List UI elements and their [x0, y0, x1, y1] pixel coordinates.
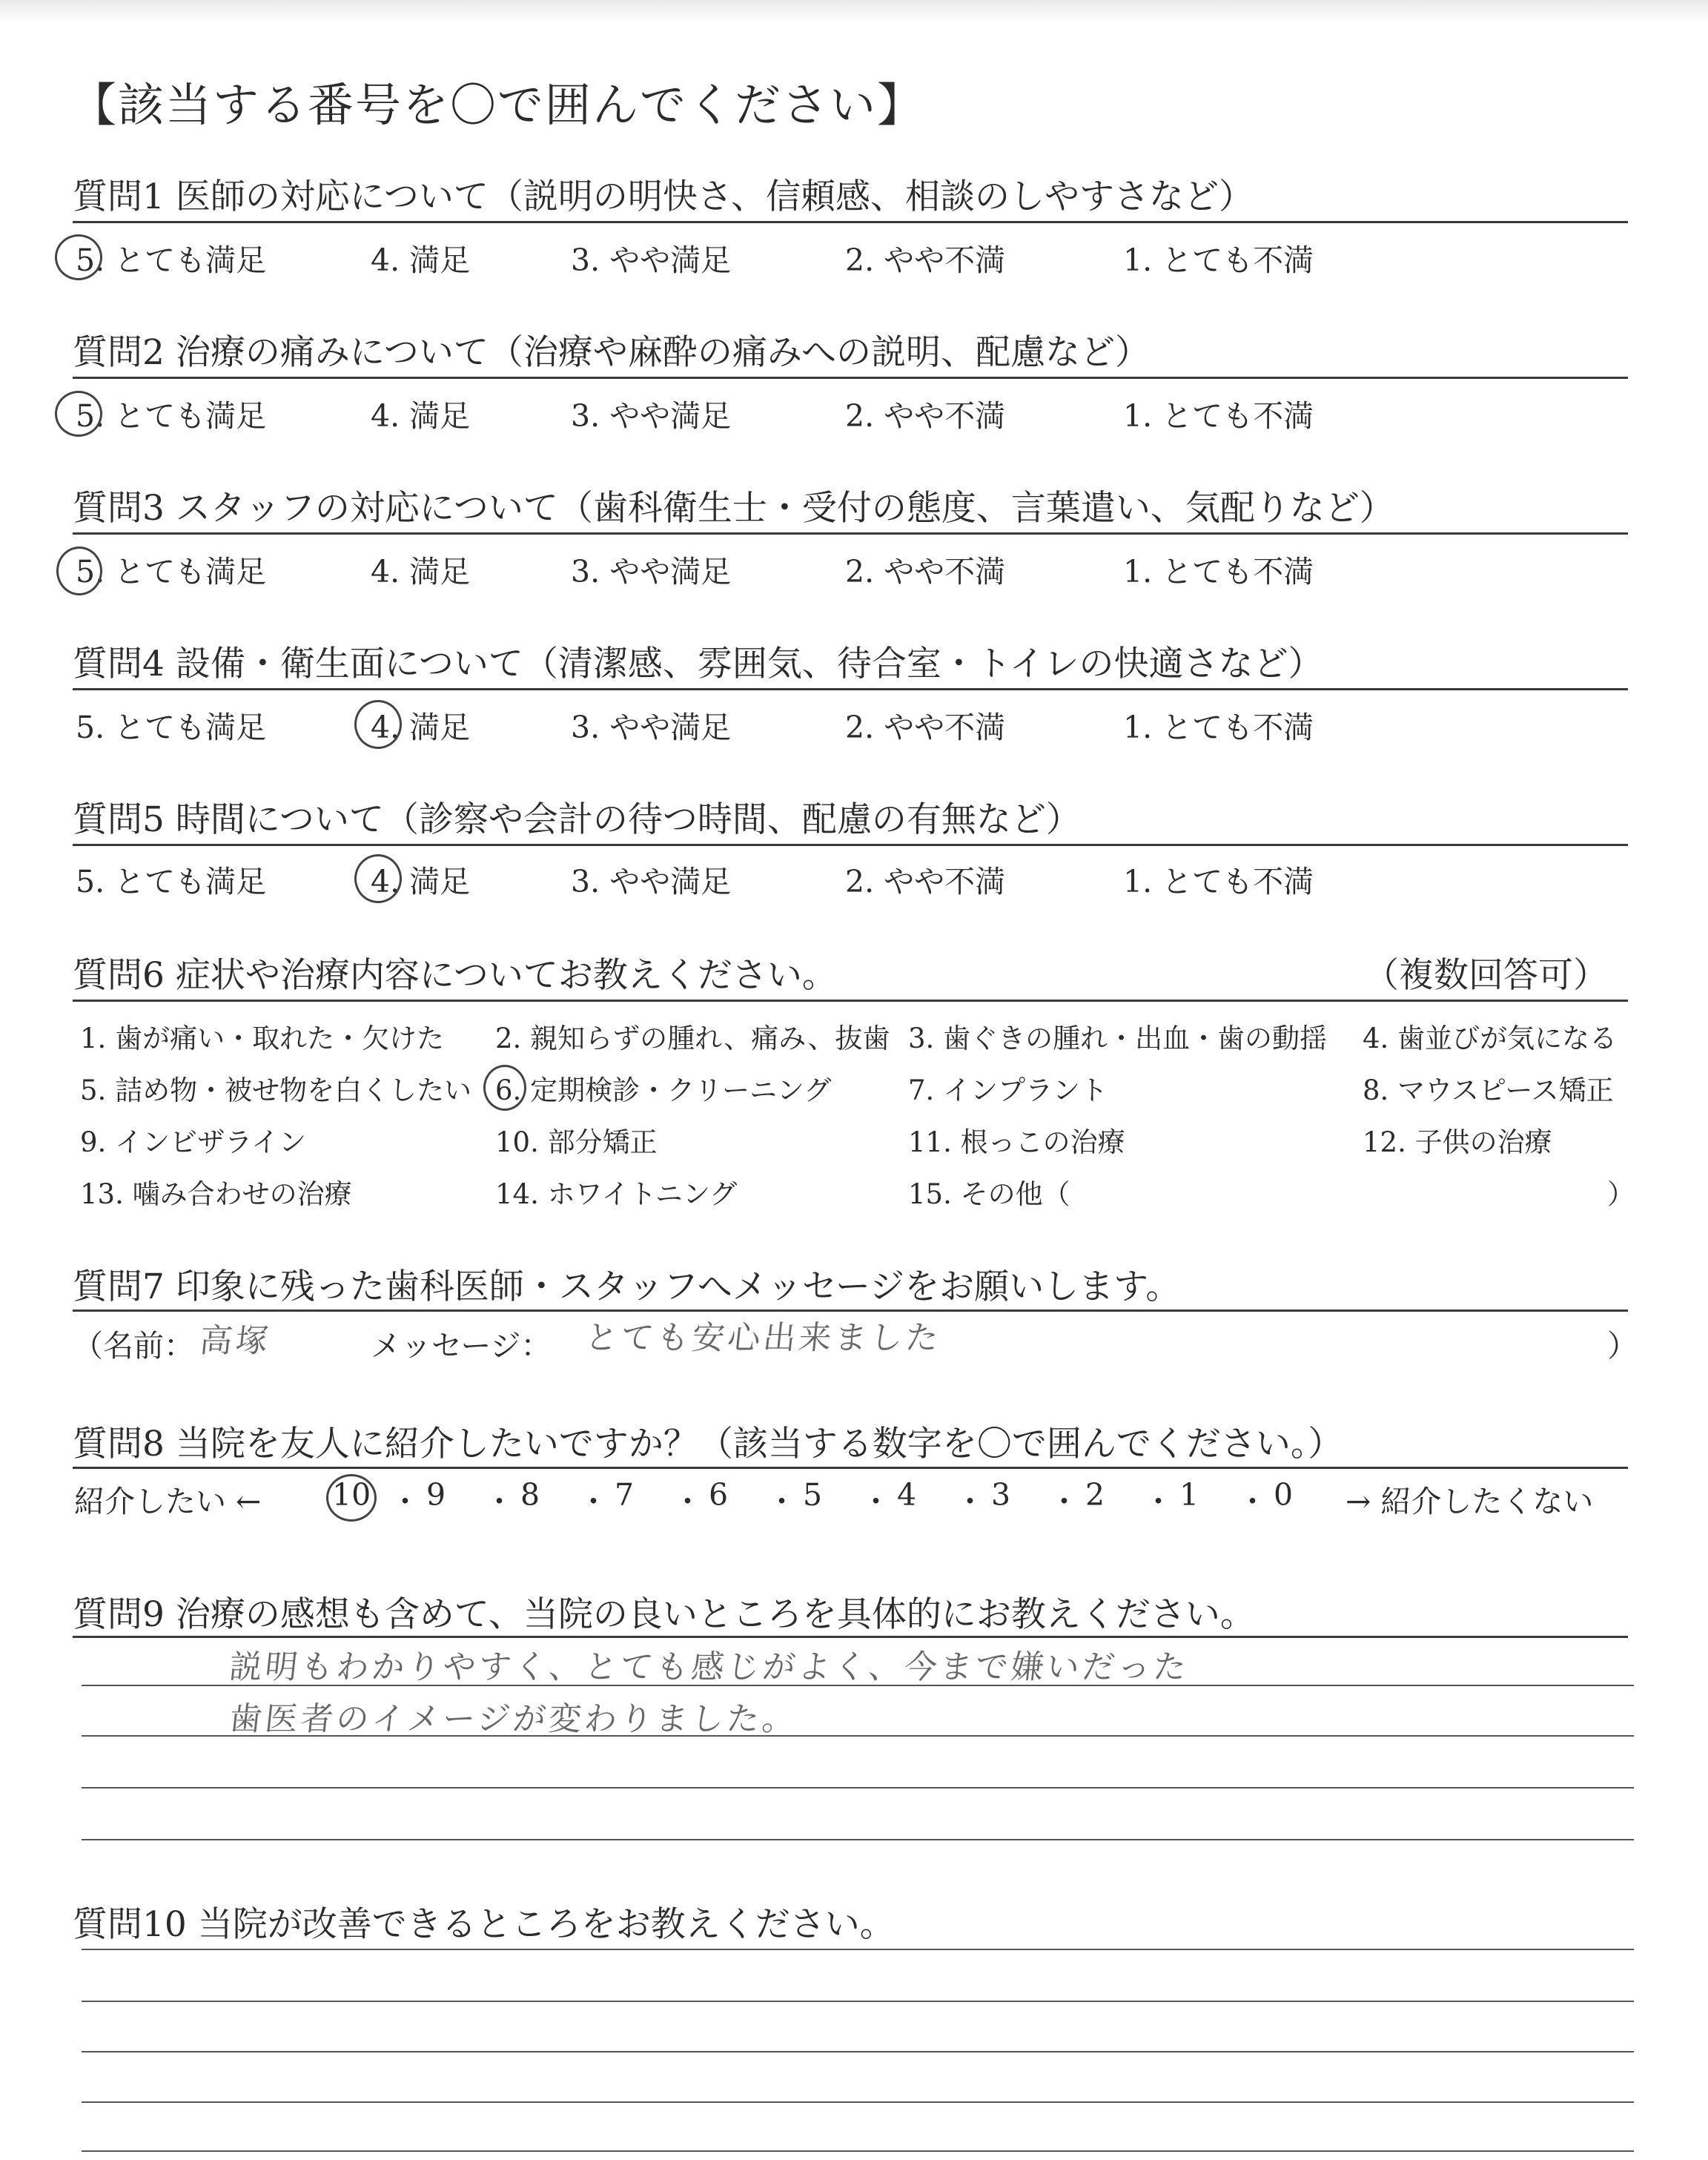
- question-8-rule: [73, 1467, 1628, 1469]
- q7-message-handwritten[interactable]: とても安心出来ました: [583, 1319, 944, 1357]
- q4-selection-circle: [354, 700, 402, 749]
- q1-option-5[interactable]: 5. とても満足: [76, 242, 267, 278]
- q8-right-label: → 紹介したくない: [1345, 1484, 1594, 1519]
- q6-item-8[interactable]: 8. マウスピース矯正: [1363, 1074, 1614, 1106]
- q8-scale-number-10[interactable]: 10: [332, 1477, 371, 1513]
- q5-selection-circle: [354, 854, 402, 903]
- q8-selection-circle: [326, 1474, 377, 1522]
- q2-option-3[interactable]: 3. やや満足: [571, 398, 732, 434]
- q6-item-12[interactable]: 12. 子供の治療: [1363, 1126, 1552, 1158]
- question-5-title: 質問5 時間について（診察や会計の待つ時間、配慮の有無など）: [73, 799, 1081, 840]
- q8-scale-number-8[interactable]: 8: [520, 1477, 540, 1513]
- q1-option-2[interactable]: 2. やや不満: [845, 242, 1006, 278]
- question-4-title: 質問4 設備・衛生面について（清潔感、雰囲気、待合室・トイレの快適さなど）: [73, 644, 1323, 684]
- q8-scale-separator-dot: ・: [1237, 1484, 1268, 1519]
- q8-scale-separator-dot: ・: [861, 1484, 891, 1519]
- q5-option-1[interactable]: 1. とても不満: [1123, 864, 1314, 899]
- q1-option-4[interactable]: 4. 満足: [371, 242, 471, 278]
- q9-writing-line-4: [82, 1839, 1634, 1840]
- q7-message-label: メッセージ：: [371, 1328, 552, 1364]
- q6-item-2[interactable]: 2. 親知らずの腫れ、痛み、抜歯: [495, 1023, 890, 1054]
- q6-item-7[interactable]: 7. インプラント: [908, 1074, 1108, 1106]
- question-10-title: 質問10 当院が改善できるところをお教えください。: [73, 1904, 895, 1945]
- q3-option-3[interactable]: 3. やや満足: [571, 554, 732, 589]
- q8-scale-number-0[interactable]: 0: [1274, 1477, 1294, 1513]
- q6-item-6[interactable]: 6. 定期検診・クリーニング: [495, 1074, 832, 1106]
- question-1-title: 質問1 医師の対応について（説明の明快さ、信頼感、相談のしやすさなど）: [73, 176, 1254, 217]
- q4-option-2[interactable]: 2. やや不満: [845, 710, 1006, 745]
- q2-option-2[interactable]: 2. やや不満: [845, 398, 1006, 434]
- q9-writing-line-3: [82, 1787, 1634, 1789]
- question-1-rule: [73, 221, 1628, 223]
- q6-item-14[interactable]: 14. ホワイトニング: [495, 1178, 738, 1210]
- q6-item-15[interactable]: 15. その他（: [908, 1178, 1070, 1210]
- q8-scale-separator-dot: ・: [955, 1484, 985, 1519]
- q8-left-label: 紹介したい ←: [74, 1484, 262, 1519]
- q2-option-4[interactable]: 4. 満足: [371, 398, 471, 434]
- question-9-rule: [73, 1636, 1628, 1638]
- question-2-title: 質問2 治療の痛みについて（治療や麻酔の痛みへの説明、配慮など）: [73, 332, 1150, 373]
- question-9-title: 質問9 治療の感想も含めて、当院の良いところを具体的にお教えください。: [73, 1594, 1255, 1635]
- q3-selection-circle: [56, 546, 102, 595]
- q6-item-13[interactable]: 13. 噛み合わせの治療: [80, 1178, 352, 1210]
- q4-option-1[interactable]: 1. とても不満: [1123, 710, 1314, 745]
- q8-scale-number-3[interactable]: 3: [991, 1477, 1011, 1513]
- q6-item-5[interactable]: 5. 詰め物・被せ物を白くしたい: [80, 1074, 472, 1106]
- question-4-rule: [73, 688, 1628, 690]
- q1-option-3[interactable]: 3. やや満足: [571, 242, 732, 278]
- q8-scale-separator-dot: ・: [1143, 1484, 1174, 1519]
- q8-scale-number-1[interactable]: 1: [1179, 1477, 1199, 1513]
- q3-option-5[interactable]: 5. とても満足: [76, 554, 267, 589]
- q3-option-4[interactable]: 4. 満足: [371, 554, 471, 589]
- q4-option-3[interactable]: 3. やや満足: [571, 710, 732, 745]
- q8-scale-number-4[interactable]: 4: [897, 1477, 917, 1513]
- question-5-rule: [73, 844, 1628, 846]
- q9-answer-handwritten-line-1[interactable]: 説明もわかりやすく、とても感じがよく、今まで嫌いだった: [227, 1648, 1191, 1686]
- q8-scale-number-2[interactable]: 2: [1085, 1477, 1105, 1513]
- q6-item-9[interactable]: 9. インビザライン: [80, 1126, 306, 1158]
- form-heading: 【該当する番号を〇で囲んでください】: [70, 78, 925, 132]
- q5-option-3[interactable]: 3. やや満足: [571, 864, 732, 899]
- question-6-title: 質問6 症状や治療内容についてお教えください。: [73, 955, 837, 996]
- q8-scale-separator-dot: ・: [767, 1484, 797, 1519]
- q3-option-2[interactable]: 2. やや不満: [845, 554, 1006, 589]
- q8-scale-number-9[interactable]: 9: [426, 1477, 446, 1513]
- q9-answer-handwritten-line-2[interactable]: 歯医者のイメージが変わりました。: [227, 1700, 800, 1738]
- q6-selection-circle: [483, 1065, 526, 1111]
- q6-item-10[interactable]: 10. 部分矯正: [495, 1126, 658, 1158]
- q7-close-paren: ）: [1607, 1328, 1638, 1364]
- q1-option-1[interactable]: 1. とても不満: [1123, 242, 1314, 278]
- question-3-title: 質問3 スタッフの対応について（歯科衛生士・受付の態度、言葉遣い、気配りなど）: [73, 488, 1394, 529]
- q5-option-5[interactable]: 5. とても満足: [76, 864, 267, 899]
- q7-name-label: （名前：: [73, 1328, 194, 1364]
- question-8-title: 質問8 当院を友人に紹介したいですか？（該当する数字を〇で囲んでください。）: [73, 1424, 1343, 1464]
- q10-writing-line-3: [82, 2051, 1634, 2052]
- q2-option-1[interactable]: 1. とても不満: [1123, 398, 1314, 434]
- q6-item-4[interactable]: 4. 歯並びが気になる: [1363, 1023, 1618, 1054]
- question-7-title: 質問7 印象に残った歯科医師・スタッフへメッセージをお願いします。: [73, 1266, 1181, 1307]
- q3-option-1[interactable]: 1. とても不満: [1123, 554, 1314, 589]
- q7-name-handwritten[interactable]: 高塚: [197, 1322, 274, 1360]
- q5-option-2[interactable]: 2. やや不満: [845, 864, 1006, 899]
- question-6-note: （複数回答可）: [1364, 955, 1608, 996]
- scan-top-shadow: [0, 0, 1708, 22]
- q8-scale-separator-dot: ・: [390, 1484, 420, 1519]
- q8-scale-separator-dot: ・: [1049, 1484, 1079, 1519]
- q6-item-1[interactable]: 1. 歯が痛い・取れた・欠けた: [80, 1023, 445, 1054]
- q8-scale-number-5[interactable]: 5: [803, 1477, 823, 1513]
- q5-option-4[interactable]: 4. 満足: [371, 864, 471, 899]
- q4-option-4[interactable]: 4. 満足: [371, 710, 471, 745]
- q8-scale-separator-dot: ・: [672, 1484, 703, 1519]
- q4-option-5[interactable]: 5. とても満足: [76, 710, 267, 745]
- question-2-rule: [73, 377, 1628, 379]
- q6-item-3[interactable]: 3. 歯ぐきの腫れ・出血・歯の動揺: [908, 1023, 1328, 1054]
- q8-scale-separator-dot: ・: [578, 1484, 609, 1519]
- question-3-rule: [73, 532, 1628, 535]
- q10-writing-line-1: [82, 1949, 1634, 1950]
- q8-scale-separator-dot: ・: [484, 1484, 514, 1519]
- q8-scale-number-7[interactable]: 7: [615, 1477, 635, 1513]
- q2-option-5[interactable]: 5. とても満足: [76, 398, 267, 434]
- q6-item-11[interactable]: 11. 根っこの治療: [908, 1126, 1125, 1158]
- q1-selection-circle: [55, 234, 102, 280]
- q2-selection-circle: [55, 391, 102, 437]
- q10-writing-line-4: [82, 2101, 1634, 2103]
- question-6-rule: [73, 1000, 1628, 1002]
- q6-other-close-paren: ）: [1607, 1178, 1635, 1210]
- q10-writing-line-5: [82, 2150, 1634, 2152]
- q8-scale-number-6[interactable]: 6: [709, 1477, 729, 1513]
- q10-writing-line-2: [82, 2001, 1634, 2002]
